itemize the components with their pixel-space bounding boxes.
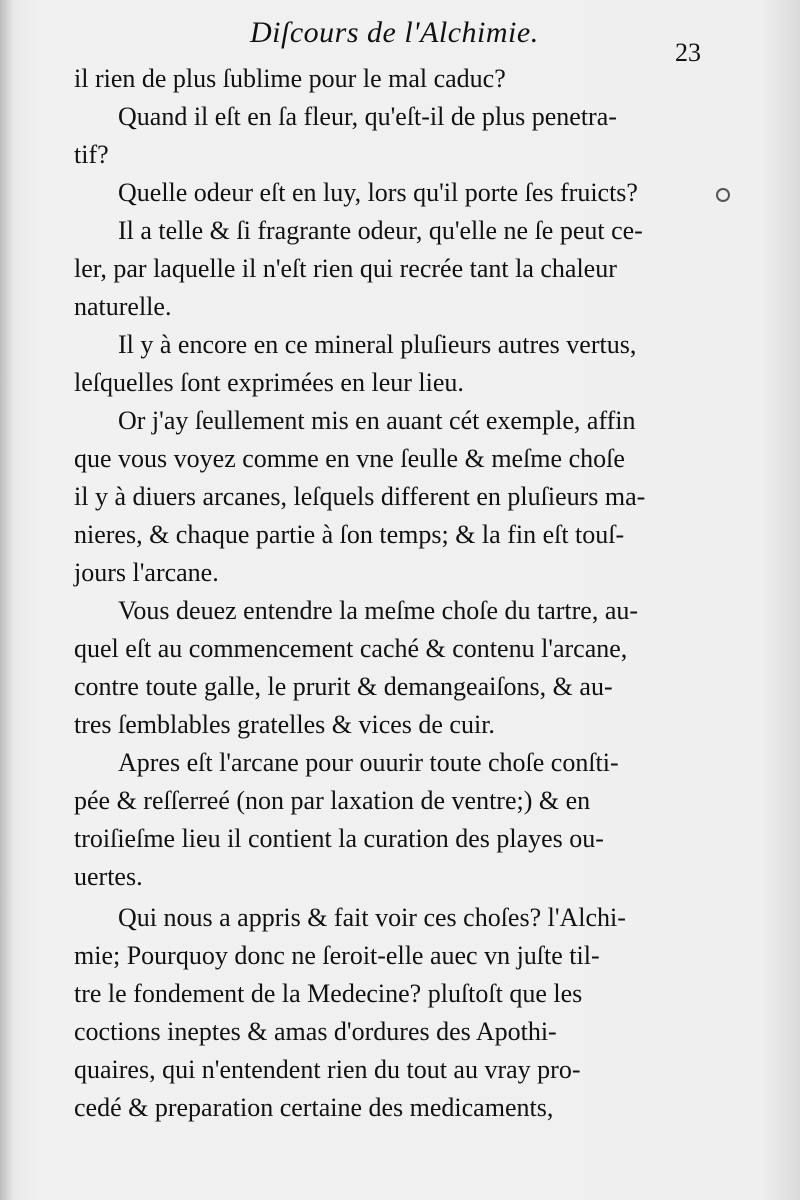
text-line: troiſieſme lieu il contient la curation des playes ou- <box>74 824 604 853</box>
text-line: quel eſt au commencement caché & contenu l'arcane, <box>74 634 628 663</box>
text-line: pée & reſſerreé (non par laxation de ventre;) & en <box>74 786 591 815</box>
text-line: contre toute galle, le prurit & demangeaiſons, & au- <box>74 672 613 701</box>
text-line: naturelle. <box>74 292 172 321</box>
text-line: tre le fondement de la Medecine? pluſtoſt que les <box>74 979 583 1008</box>
text-line: que vous voyez comme en vne ſeulle & meſme choſe <box>74 444 625 473</box>
text-line: Quand il eſt en ſa fleur, qu'eſt-il de plus penetra- <box>118 102 617 131</box>
margin-mark-icon <box>716 188 730 202</box>
text-line: nieres, & chaque partie à ſon temps; & la fin eſt touſ- <box>74 520 625 549</box>
text-line: Quelle odeur eſt en luy, lors qu'il porte ſes fruicts? <box>118 178 638 207</box>
text-line: Apres eſt l'arcane pour ouurir toute choſe conſti- <box>118 748 619 777</box>
page-number: 23 <box>675 38 701 67</box>
text-line: Or j'ay ſeullement mis en auant cét exemple, affin <box>118 406 636 435</box>
text-line: coctions ineptes & amas d'ordures des Apothi- <box>74 1017 557 1046</box>
text-line: il rien de plus ſublime pour le mal caduc? <box>74 64 506 93</box>
text-line: Il a telle & ſi fragrante odeur, qu'elle ne ſe peut ce- <box>118 216 643 245</box>
text-line: il y à diuers arcanes, leſquels different en pluſieurs ma- <box>74 482 646 511</box>
text-line: uertes. <box>74 862 143 891</box>
text-line: Il y à encore en ce mineral pluſieurs autres vertus, <box>118 330 637 359</box>
text-line: ler, par laquelle il n'eſt rien qui recrée tant la chaleur <box>74 254 617 283</box>
text-line: tres ſemblables gratelles & vices de cuir. <box>74 710 495 739</box>
text-line: cedé & preparation certaine des medicaments, <box>74 1093 554 1122</box>
text-line: mie; Pourquoy donc ne ſeroit-elle auec vn juſte til- <box>74 941 600 970</box>
body-text <box>74 60 714 1127</box>
text-line: tif? <box>74 140 109 169</box>
running-head: Diſcours de l'Alchimie. <box>250 16 539 49</box>
text-line: Vous deuez entendre la meſme choſe du tartre, au- <box>118 596 639 625</box>
text-line: jours l'arcane. <box>74 558 219 587</box>
text-line: leſquelles ſont exprimées en leur lieu. <box>74 368 464 397</box>
text-line: Qui nous a appris & fait voir ces choſes? l'Alchi- <box>118 903 626 932</box>
text-line: quaires, qui n'entendent rien du tout au vray pro- <box>74 1055 581 1084</box>
